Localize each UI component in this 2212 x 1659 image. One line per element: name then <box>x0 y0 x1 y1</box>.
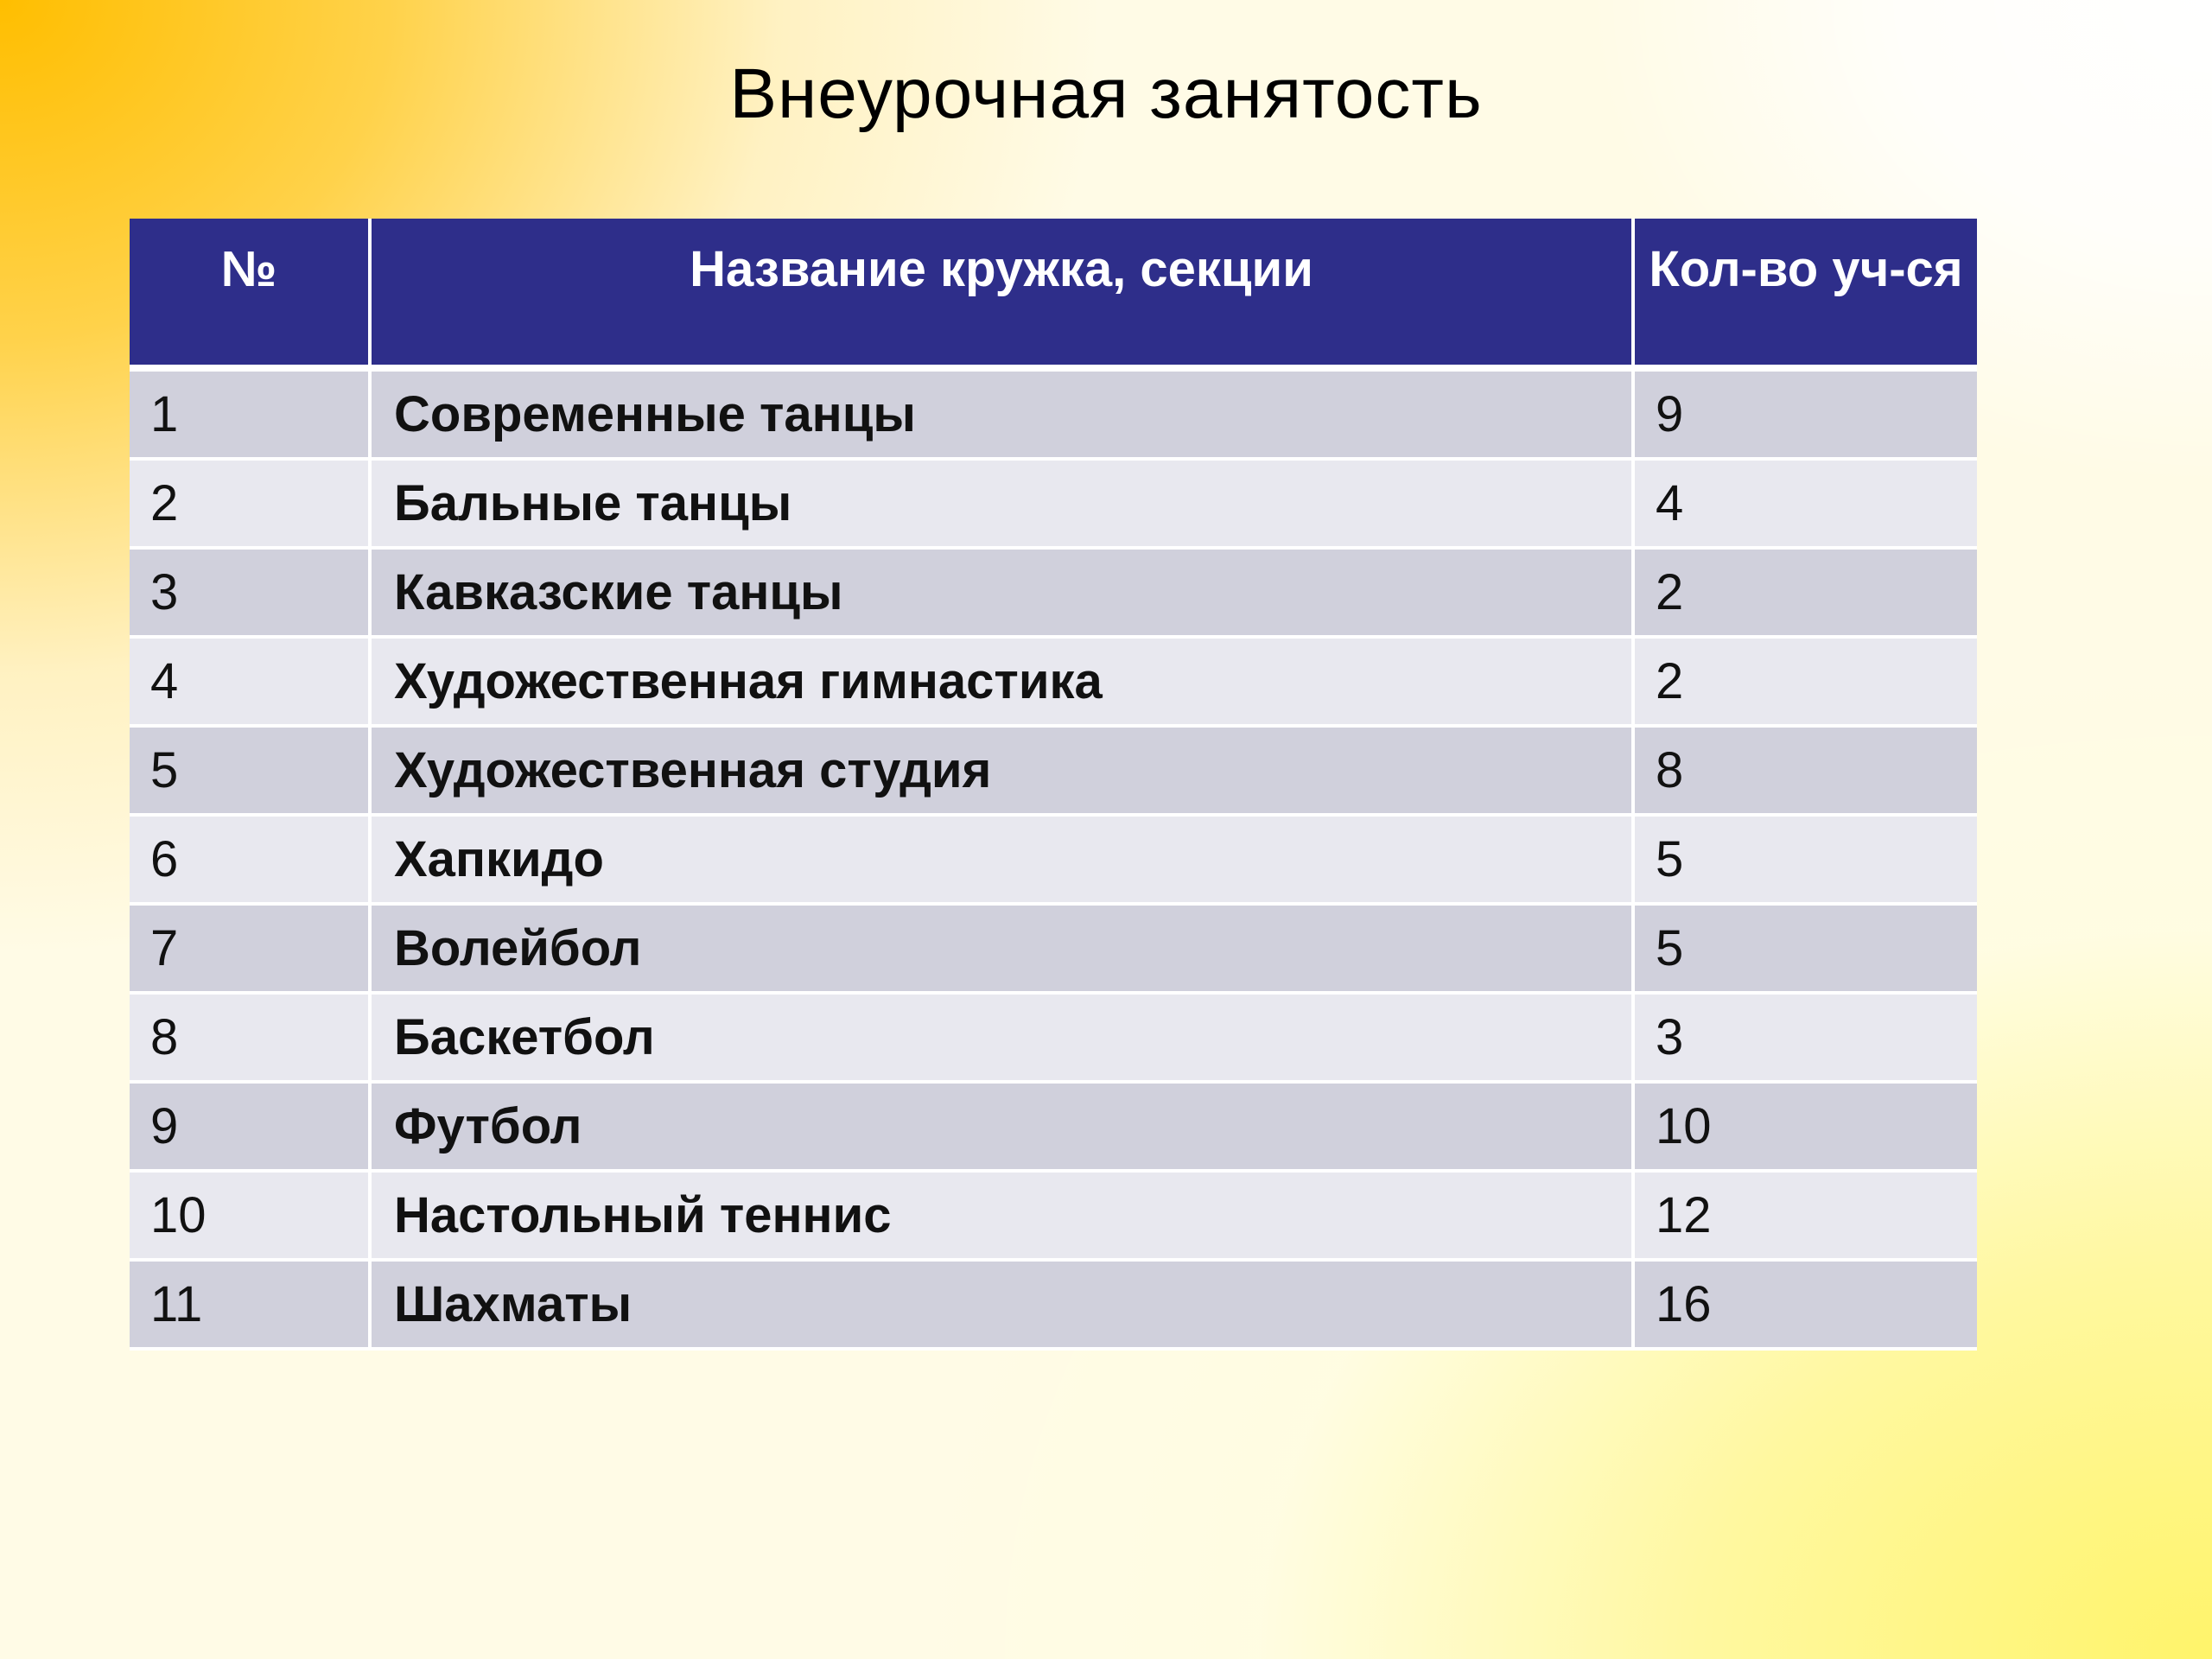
activities-table <box>130 219 1977 1351</box>
table-row <box>130 1084 1977 1173</box>
row-student-count: 2 <box>1635 550 1977 639</box>
row-activity-name: Баскетбол <box>372 995 1635 1084</box>
table-row <box>130 639 1977 728</box>
table-row <box>130 1173 1977 1262</box>
row-student-count: 2 <box>1635 639 1977 728</box>
row-activity-name: Шахматы <box>372 1262 1635 1351</box>
row-number: 10 <box>130 1173 372 1262</box>
slide-title: Внеурочная занятость <box>729 54 1483 133</box>
row-number: 8 <box>130 995 372 1084</box>
row-number: 6 <box>130 817 372 906</box>
header-number: № <box>130 219 372 372</box>
table-row <box>130 461 1977 550</box>
row-activity-name: Современные танцы <box>372 372 1635 461</box>
row-activity-name: Кавказские танцы <box>372 550 1635 639</box>
row-student-count: 4 <box>1635 461 1977 550</box>
header-activity-name: Название кружка, секции <box>372 219 1635 372</box>
table-row <box>130 817 1977 906</box>
row-student-count: 10 <box>1635 1084 1977 1173</box>
row-activity-name: Художественная студия <box>372 728 1635 817</box>
row-student-count: 8 <box>1635 728 1977 817</box>
row-number: 1 <box>130 372 372 461</box>
row-number: 4 <box>130 639 372 728</box>
row-activity-name: Футбол <box>372 1084 1635 1173</box>
row-number: 3 <box>130 550 372 639</box>
row-student-count: 3 <box>1635 995 1977 1084</box>
table-row <box>130 728 1977 817</box>
row-activity-name: Настольный теннис <box>372 1173 1635 1262</box>
table-header-row <box>130 219 1977 372</box>
row-number: 5 <box>130 728 372 817</box>
row-student-count: 5 <box>1635 817 1977 906</box>
row-number: 11 <box>130 1262 372 1351</box>
table-row <box>130 550 1977 639</box>
row-activity-name: Волейбол <box>372 906 1635 995</box>
row-student-count: 5 <box>1635 906 1977 995</box>
row-activity-name: Бальные танцы <box>372 461 1635 550</box>
row-student-count: 12 <box>1635 1173 1977 1262</box>
row-activity-name: Художественная гимнастика <box>372 639 1635 728</box>
row-number: 2 <box>130 461 372 550</box>
header-student-count: Кол-во уч-ся <box>1635 219 1977 372</box>
row-student-count: 9 <box>1635 372 1977 461</box>
table-row <box>130 995 1977 1084</box>
table-row <box>130 372 1977 461</box>
table-row <box>130 906 1977 995</box>
row-activity-name: Хапкидо <box>372 817 1635 906</box>
row-number: 9 <box>130 1084 372 1173</box>
table-row <box>130 1262 1977 1351</box>
row-student-count: 16 <box>1635 1262 1977 1351</box>
row-number: 7 <box>130 906 372 995</box>
